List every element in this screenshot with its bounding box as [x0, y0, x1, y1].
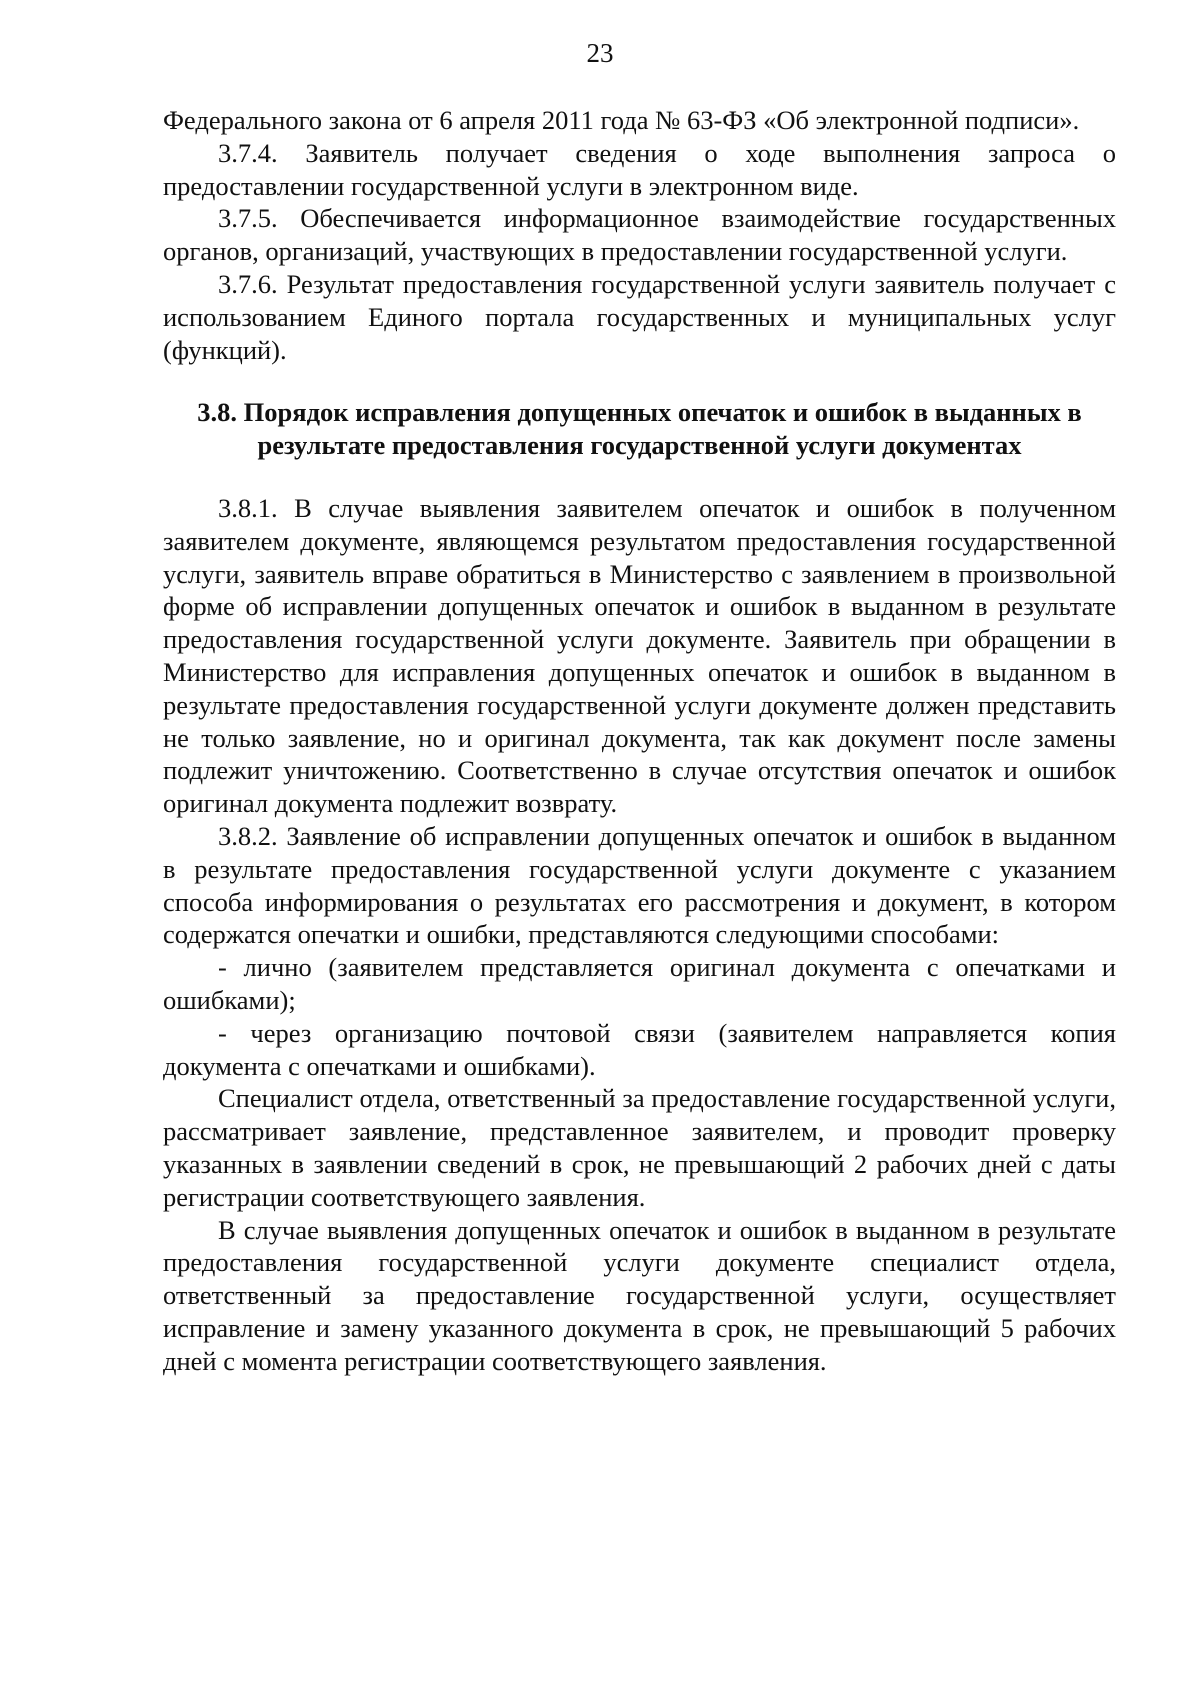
list-item-by-post: - через организацию почтовой связи (заявителем направляется копия документа с опечатками и ошибками).: [163, 1017, 1116, 1081]
paragraph-3-8-1: 3.8.1. В случае выявления заявителем опечаток и ошибок в полученном заявителем документе, являющемся результатом предоставления государственной услуги, заявитель вправе обратиться в Министерство с заявлением в произвольной форме об исправлении допущенных опечаток и ошибок в выданном в результате предоставления государственной услуги документе. Заявитель при обращении в Министерство для исправления допущенных опечаток и ошибок в выданном в результате предоставления государственной услуги документе должен представить не только заявление, но и оригинал документа, так как документ после замены подлежит уничтожению. Соответственно в случае отсутствия опечаток и ошибок оригинал документа подлежит возврату.: [163, 492, 1116, 819]
paragraph-review-deadline: Специалист отдела, ответственный за предоставление государственной услуги, рассматривает заявление, представленное заявителем, и проводит проверку указанных в заявлении сведений в срок, не превышающий 2 рабочих дней с даты регистрации соответствующего заявления.: [163, 1083, 1116, 1212]
page-number: 23: [586, 38, 614, 68]
paragraph-continuation: Федерального закона от 6 апреля 2011 года № 63-ФЗ «Об электронной подписи».: [163, 105, 1080, 135]
section-heading-3-8: 3.8. Порядок исправления допущенных опечаток и ошибок в выданных в результате предоставления государственной услуги документах: [197, 397, 1082, 461]
list-item-in-person: - лично (заявителем представляется оригинал документа с опечатками и ошибками);: [163, 952, 1116, 1015]
paragraph-correction-deadline: В случае выявления допущенных опечаток и ошибок в выданном в результате предоставления государственной услуги документе специалист отдела, ответственный за предоставление государственной услуги, осуществляет исправление и замену указанного документа в срок, не превышающий 5 рабочих дней с момента регистрации соответствующего заявления.: [163, 1214, 1116, 1376]
document-body: [163, 104, 1116, 1377]
paragraph-3-7-6: 3.7.6. Результат предоставления государственной услуги заявитель получает с использованием Единого портала государственных и муниципальных услуг (функций).: [163, 268, 1116, 365]
paragraph-3-7-5: 3.7.5. Обеспечивается информационное взаимодействие государственных органов, организаций, участвующих в предоставлении государственной услуги.: [163, 203, 1116, 267]
paragraph-3-7-4: 3.7.4. Заявитель получает сведения о ходе выполнения запроса о предоставлении государственной услуги в электронном виде.: [163, 137, 1116, 201]
paragraph-3-8-2: 3.8.2. Заявление об исправлении допущенных опечаток и ошибок в выданном в результате предоставления государственной услуги документе с указанием способа информирования о результатах его рассмотрения и документ, в котором содержатся опечатки и ошибки, представляются следующими способами:: [163, 820, 1116, 950]
